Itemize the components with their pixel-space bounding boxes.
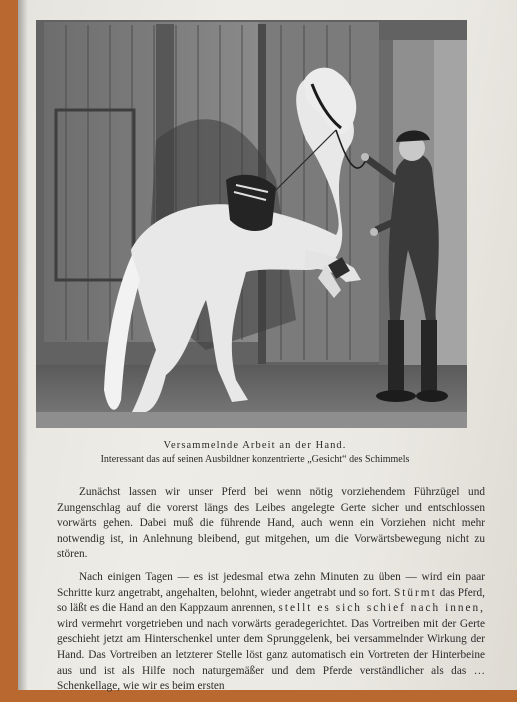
body-text — [57, 485, 485, 702]
caption-subtitle: Interessant das auf seinen Ausbildner konzentrierte „Gesicht“ des Schimmels — [100, 454, 410, 465]
paragraph-2-emphasis-a: Stürmt — [393, 586, 437, 599]
paragraph-1: Zunächst lassen wir unser Pferd bei wenn nötig vorziehendem Führzügel und Zungenschlag auf die vorerst längs des Leibes angelegte Gerte sicher und entschlossen vorwärts gehen. Dabei muß die führende Hand, auch wenn ein Vorziehen nicht mehr notwendig ist, in Anlehnung bleibend, gut mitgehen, um die Vorwärtsbewegung nicht zu stören. — [57, 486, 485, 561]
paragraph-2 — [57, 570, 485, 695]
photo-caption — [40, 438, 470, 467]
horse-photograph — [36, 20, 467, 428]
paragraph-2-part-c: wird vermehrt vorgetrieben und nach vorwärts geradegerichtet. Das Vortreiben mit der Gerte geschieht jetzt am Hinterschenkel unter dem Sprunggelenk, bei versammelnder Wirkung der Hand. Das Vortreiben an letzterer Stelle löst ganz automatisch ein Vortreten der Hinterbeine aus und ist als Hilfe noch naturgemäßer und dem Pferde verständlicher als das … Schenkellage, wie wir es beim ersten — [57, 617, 485, 693]
page-gutter-shadow — [18, 0, 28, 690]
paragraph-2-part-a: Nach einigen Tagen — es ist jedesmal etwa zehn Minuten zu üben — wird ein paar Schritte kurz angetrabt, angehalten, belohnt, wieder angetrabt und so fort. — [57, 570, 485, 599]
caption-title: Versammelnde Arbeit an der Hand. — [163, 440, 347, 451]
paragraph-2-emphasis-b: stellt es sich schief nach innen, — [278, 602, 486, 615]
paragraph-2-part-b: das Pferd, so läßt es die Hand an den Kappzaum anrennen, — [57, 586, 486, 615]
